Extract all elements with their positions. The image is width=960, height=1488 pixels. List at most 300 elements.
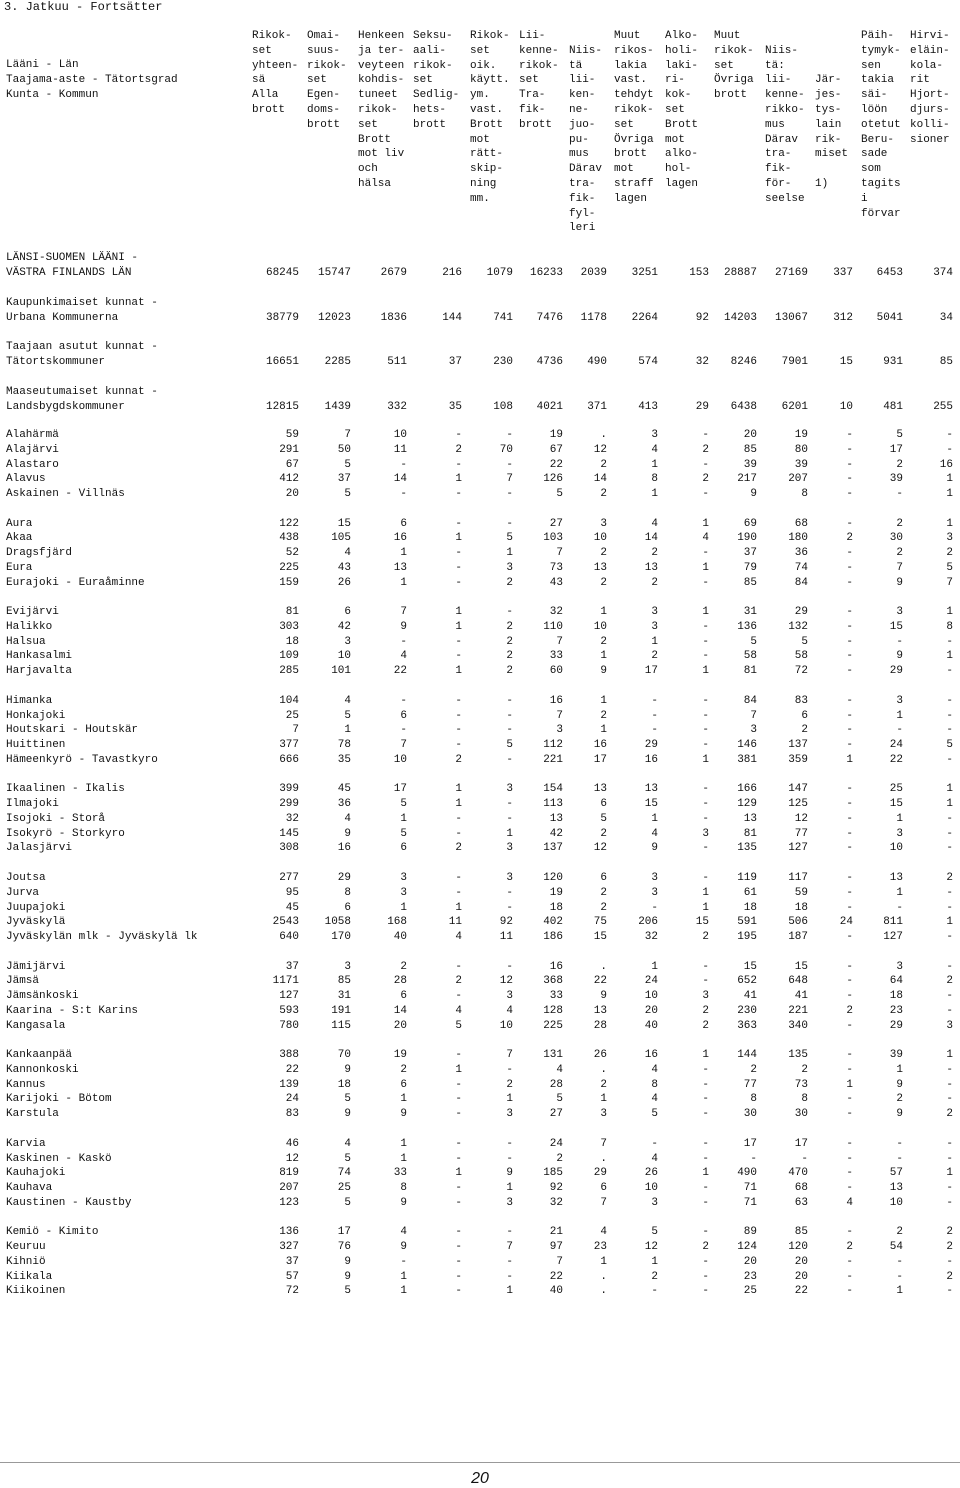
cell-value: 15	[794, 960, 808, 973]
cell-value: -	[506, 1063, 513, 1076]
cell-value: 1	[344, 724, 351, 737]
cell-value: 5	[946, 561, 953, 574]
table-row	[0, 1063, 960, 1078]
cell-value: 9	[506, 1167, 513, 1180]
cell-value: 42	[549, 827, 563, 840]
cell-value: -	[846, 576, 853, 589]
cell-value: -	[846, 975, 853, 988]
cell-value: 2	[506, 576, 513, 589]
municipality-name: Juupajoki	[6, 901, 66, 914]
cell-value: 1	[946, 783, 953, 796]
cell-value: 780	[279, 1019, 299, 1032]
cell-value: -	[455, 1152, 462, 1165]
cell-value: 13	[889, 872, 903, 884]
cell-value: 3	[651, 1196, 658, 1209]
cell-value: 8	[946, 620, 953, 633]
cell-value: 2	[896, 1093, 903, 1106]
cell-value: 2	[600, 458, 607, 471]
cell-value: -	[846, 960, 853, 973]
footer-rule	[0, 1462, 960, 1463]
municipality-name: Ikaalinen - Ikalis	[6, 783, 125, 796]
cell-value: -	[702, 1063, 709, 1076]
cell-value: 3	[506, 872, 513, 884]
cell-value: 6	[600, 798, 607, 811]
cell-value: 12	[285, 1152, 299, 1165]
cell-value: 144	[737, 1049, 757, 1062]
cell-value: -	[455, 724, 462, 737]
cell-value: 7	[400, 606, 407, 619]
cell-value: -	[702, 872, 709, 884]
municipality-name: Jurva	[6, 886, 40, 899]
column-header: Niis- tä lii- ken- ne- juo- pu- mus Därav tra- fik- fyl- leri	[569, 44, 603, 235]
cell-value: 92	[695, 311, 709, 324]
cell-value: -	[455, 1078, 462, 1091]
cell-value: 15	[889, 798, 903, 811]
cell-value: -	[506, 694, 513, 707]
cell-value: -	[846, 620, 853, 633]
cell-value: 2	[896, 458, 903, 471]
municipality-name: Keuruu	[6, 1241, 46, 1254]
cell-value: 225	[543, 1019, 563, 1032]
cell-value: 13067	[774, 311, 808, 324]
cell-value: 22	[393, 665, 407, 678]
cell-value: 1	[455, 798, 462, 811]
cell-value: 1	[506, 1285, 513, 1298]
cell-value: -	[455, 1049, 462, 1062]
cell-value: 147	[788, 783, 808, 796]
cell-value: -	[702, 1270, 709, 1283]
cell-value: 41	[794, 990, 808, 1003]
cell-value: 72	[285, 1285, 299, 1298]
cell-value: 180	[788, 532, 808, 545]
table-row	[0, 1181, 960, 1196]
cell-value: -	[455, 960, 462, 973]
table-row	[0, 1255, 960, 1270]
table-row	[0, 989, 960, 1004]
cell-value: -	[846, 1226, 853, 1239]
municipality-name: Eurajoki - Euraåminne	[6, 576, 145, 589]
cell-value: 5	[651, 1226, 658, 1239]
cell-value: 3	[896, 827, 903, 840]
table-row	[0, 1196, 960, 1211]
cell-value: -	[946, 709, 953, 722]
cell-value: 2543	[272, 916, 299, 929]
cell-value: 9	[344, 827, 351, 840]
cell-value: -	[455, 1226, 462, 1239]
cell-value: .	[600, 1270, 607, 1283]
cell-value: 135	[737, 842, 757, 855]
cell-value: -	[946, 812, 953, 825]
table-row	[0, 546, 960, 561]
cell-value: 22	[549, 1270, 563, 1283]
cell-value: 35	[337, 753, 351, 766]
municipality-name: Kannus	[6, 1078, 46, 1091]
cell-value: 9	[400, 1108, 407, 1121]
cell-value: 50	[337, 443, 351, 456]
cell-value: 17	[644, 665, 658, 678]
cell-value: 2	[946, 1270, 953, 1283]
cell-value: 6201	[781, 400, 808, 413]
cell-value: 108	[493, 400, 513, 413]
cell-value: 1	[702, 665, 709, 678]
cell-value: -	[846, 1137, 853, 1150]
cell-value: -	[455, 990, 462, 1003]
group-row	[0, 355, 960, 370]
cell-value: 57	[889, 1167, 903, 1180]
cell-value: 2	[600, 547, 607, 560]
table-row	[0, 901, 960, 916]
cell-value: 39	[889, 1049, 903, 1062]
cell-value: 30	[794, 1108, 808, 1121]
cell-value: 2	[702, 1004, 709, 1017]
cell-value: 2	[506, 635, 513, 648]
cell-value: 11	[448, 916, 462, 929]
municipality-name: Jämsänkoski	[6, 990, 79, 1003]
cell-value: 19	[549, 429, 563, 441]
municipality-name: Kaustinen - Kaustby	[6, 1196, 132, 1209]
cell-value: 10	[889, 1196, 903, 1209]
cell-value: 68	[794, 517, 808, 530]
cell-value: 13	[593, 783, 607, 796]
cell-value: 92	[549, 1182, 563, 1195]
cell-value: -	[846, 739, 853, 752]
cell-value: 124	[737, 1241, 757, 1254]
cell-value: 4	[600, 1226, 607, 1239]
table-row	[0, 930, 960, 945]
cell-value: 6453	[876, 266, 903, 279]
cell-value: -	[455, 1270, 462, 1283]
cell-value: 4	[702, 532, 709, 545]
cell-value: -	[846, 443, 853, 456]
cell-value: 3251	[631, 266, 658, 279]
cell-value: 18	[337, 1078, 351, 1091]
cell-value: 2	[946, 547, 953, 560]
cell-value: 18	[794, 901, 808, 914]
cell-value: -	[946, 635, 953, 648]
cell-value: 14	[393, 473, 407, 486]
table-row	[0, 635, 960, 650]
cell-value: 68245	[265, 266, 299, 279]
cell-value: 20	[794, 1270, 808, 1283]
cell-value: 9	[600, 990, 607, 1003]
municipality-name: Kaskinen - Kaskö	[6, 1152, 112, 1165]
cell-value: -	[946, 1137, 953, 1150]
cell-value: 5	[556, 488, 563, 500]
cell-value: 6438	[730, 400, 757, 413]
cell-value: 122	[279, 517, 299, 530]
cell-value: 4	[651, 517, 658, 530]
table-row	[0, 1092, 960, 1107]
cell-value: 85	[743, 576, 757, 589]
cell-value: 9	[400, 1196, 407, 1209]
cell-value: -	[506, 488, 513, 500]
cell-value: 70	[499, 443, 513, 456]
cell-value: 15	[743, 960, 757, 973]
cell-value: 57	[285, 1270, 299, 1283]
cell-value: 3	[651, 606, 658, 619]
cell-value: 1	[946, 798, 953, 811]
cell-value: 38779	[265, 311, 299, 324]
cell-value: -	[702, 1182, 709, 1195]
table-row	[0, 871, 960, 886]
cell-value: 2	[896, 1226, 903, 1239]
cell-value: 73	[794, 1078, 808, 1091]
cell-value: .	[600, 960, 607, 973]
cell-value: 6	[344, 606, 351, 619]
group-label: LÄNSI-SUOMEN LÄÄNI - VÄSTRA FINLANDS LÄN	[6, 252, 139, 279]
cell-value: 80	[794, 443, 808, 456]
cell-value: 16651	[265, 355, 299, 368]
cell-value: 3	[400, 886, 407, 899]
cell-value: -	[846, 1270, 853, 1283]
cell-value: 2	[946, 1226, 953, 1239]
cell-value: 72	[794, 665, 808, 678]
cell-value: 97	[549, 1241, 563, 1254]
cell-value: -	[946, 1063, 953, 1076]
cell-value: 7	[506, 1241, 513, 1254]
cell-value: 6	[801, 709, 808, 722]
cell-value: 1	[702, 517, 709, 530]
cell-value: -	[702, 1093, 709, 1106]
cell-value: 221	[788, 1004, 808, 1017]
cell-value: 146	[737, 739, 757, 752]
cell-value: -	[946, 990, 953, 1003]
cell-value: 67	[285, 458, 299, 471]
cell-value: 12	[593, 443, 607, 456]
table-row	[0, 561, 960, 576]
cell-value: 2	[702, 1019, 709, 1032]
cell-value: 25	[889, 783, 903, 796]
cell-value: -	[455, 635, 462, 648]
table-row	[0, 709, 960, 724]
cell-value: 7	[506, 1049, 513, 1062]
cell-value: 381	[737, 753, 757, 766]
cell-value: 10	[337, 650, 351, 663]
cell-value: 187	[788, 931, 808, 943]
municipality-name: Jalasjärvi	[6, 842, 73, 855]
cell-value: 126	[543, 473, 563, 486]
cell-value: 27	[549, 517, 563, 530]
group-label: Kaupunkimaiset kunnat - Urbana Kommunerna	[6, 297, 158, 324]
table-row	[0, 664, 960, 679]
cell-value: 15	[593, 931, 607, 943]
cell-value: 60	[549, 665, 563, 678]
cell-value: 14	[593, 473, 607, 486]
cell-value: 5	[801, 635, 808, 648]
cell-value: 2	[506, 1078, 513, 1091]
cell-value: 20	[644, 1004, 658, 1017]
cell-value: 105	[331, 532, 351, 545]
cell-value: 32	[695, 355, 709, 368]
cell-value: 2	[651, 1270, 658, 1283]
cell-value: 40	[644, 1019, 658, 1032]
cell-value: 17	[743, 1137, 757, 1150]
cell-value: 29	[889, 1019, 903, 1032]
column-header: Niis- tä: lii- kenne- rikko- mus Därav tra- fik- för- seelse	[765, 44, 805, 205]
column-header: Lii- kenne- rikok- set Tra- fik- brott	[519, 30, 559, 131]
cell-value: 92	[499, 916, 513, 929]
cell-value: 2	[702, 443, 709, 456]
cell-value: 168	[387, 916, 407, 929]
municipality-name: Askainen - Villnäs	[6, 488, 125, 500]
cell-value: 1	[946, 916, 953, 929]
cell-value: 10	[644, 990, 658, 1003]
cell-value: 45	[337, 783, 351, 796]
cell-value: 2	[946, 1241, 953, 1254]
cell-value: 5	[455, 1019, 462, 1032]
cell-value: 1	[600, 606, 607, 619]
cell-value: 83	[285, 1108, 299, 1121]
cell-value: 1	[506, 1093, 513, 1106]
cell-value: 29	[794, 606, 808, 619]
cell-value: 17	[889, 443, 903, 456]
cell-value: 2	[600, 635, 607, 648]
cell-value: 3	[896, 960, 903, 973]
cell-value: 2	[600, 709, 607, 722]
cell-value: 4736	[536, 355, 563, 368]
cell-value: 1	[896, 709, 903, 722]
cell-value: 103	[543, 532, 563, 545]
cell-value: 1171	[272, 975, 299, 988]
municipality-name: Houtskari - Houtskär	[6, 724, 139, 737]
municipality-name: Aura	[6, 517, 33, 530]
column-header: Hirvi- eläin- kola- rit Hjort- djurs- kolli- sioner	[910, 30, 950, 146]
cell-value: 85	[939, 355, 953, 368]
cell-value: -	[702, 1255, 709, 1268]
cell-value: 1	[946, 473, 953, 486]
cell-value: 1	[600, 694, 607, 707]
municipality-name: Jämijärvi	[6, 960, 66, 973]
cell-value: 16	[549, 694, 563, 707]
cell-value: -	[846, 872, 853, 884]
cell-value: 9	[600, 665, 607, 678]
cell-value: 3	[506, 1108, 513, 1121]
cell-value: 1	[455, 1063, 462, 1076]
cell-value: 811	[883, 916, 903, 929]
cell-value: 16	[593, 739, 607, 752]
cell-value: -	[946, 827, 953, 840]
cell-value: 1	[400, 1093, 407, 1106]
cell-value: 1	[702, 901, 709, 914]
cell-value: 4	[455, 1004, 462, 1017]
cell-value: 28	[593, 1019, 607, 1032]
cell-value: 3	[702, 827, 709, 840]
cell-value: 30	[889, 532, 903, 545]
municipality-name: Kiikoinen	[6, 1285, 66, 1298]
cell-value: -	[455, 812, 462, 825]
cell-value: 26	[644, 1167, 658, 1180]
cell-value: -	[651, 709, 658, 722]
group-row	[0, 266, 960, 281]
municipality-name: Akaa	[6, 532, 33, 545]
cell-value: -	[702, 783, 709, 796]
municipality-name: Kauhajoki	[6, 1167, 66, 1180]
municipality-name: Evijärvi	[6, 606, 59, 619]
cell-value: .	[600, 429, 607, 441]
cell-value: 13	[644, 783, 658, 796]
cell-value: 4	[651, 1063, 658, 1076]
cell-value: 73	[549, 561, 563, 574]
cell-value: -	[455, 429, 462, 441]
cell-value: 819	[279, 1167, 299, 1180]
cell-value: 14	[644, 532, 658, 545]
cell-value: 1	[946, 517, 953, 530]
cell-value: -	[846, 1255, 853, 1268]
cell-value: 20	[393, 1019, 407, 1032]
cell-value: 95	[285, 886, 299, 899]
cell-value: -	[702, 547, 709, 560]
cell-value: 36	[794, 547, 808, 560]
cell-value: -	[846, 842, 853, 855]
cell-value: 52	[285, 547, 299, 560]
cell-value: 104	[279, 694, 299, 707]
cell-value: 22	[549, 458, 563, 471]
cell-value: 6	[400, 990, 407, 1003]
municipality-name: Kangasala	[6, 1019, 66, 1032]
cell-value: -	[946, 1152, 953, 1165]
cell-value: 4	[344, 547, 351, 560]
cell-value: 9	[896, 650, 903, 663]
cell-value: 511	[387, 355, 407, 368]
cell-value: 33	[549, 650, 563, 663]
cell-value: 10	[889, 842, 903, 855]
table-row	[0, 487, 960, 502]
cell-value: 13	[593, 1004, 607, 1017]
cell-value: 119	[737, 872, 757, 884]
group-label: Maaseutumaiset kunnat - Landsbygdskommuner	[6, 386, 158, 413]
cell-value: -	[455, 1108, 462, 1121]
cell-value: 3	[896, 606, 903, 619]
cell-value: 1079	[486, 266, 513, 279]
cell-value: -	[896, 1255, 903, 1268]
cell-value: 127	[883, 931, 903, 943]
cell-value: 25	[285, 709, 299, 722]
cell-value: 112	[543, 739, 563, 752]
cell-value: -	[846, 1167, 853, 1180]
cell-value: -	[946, 1182, 953, 1195]
cell-value: 74	[794, 561, 808, 574]
cell-value: 4	[344, 1137, 351, 1150]
table-row	[0, 812, 960, 827]
cell-value: 110	[543, 620, 563, 633]
cell-value: 1836	[380, 311, 407, 324]
cell-value: -	[946, 931, 953, 943]
cell-value: -	[702, 739, 709, 752]
cell-value: -	[506, 901, 513, 914]
cell-value: 2264	[631, 311, 658, 324]
cell-value: .	[600, 1152, 607, 1165]
cell-value: -	[846, 473, 853, 486]
cell-value: 2	[506, 665, 513, 678]
cell-value: 1	[651, 635, 658, 648]
cell-value: 24	[285, 1093, 299, 1106]
cell-value: 3	[946, 1019, 953, 1032]
cell-value: 2	[600, 901, 607, 914]
cell-value: 24	[549, 1137, 563, 1150]
cell-value: 166	[737, 783, 757, 796]
cell-value: 5	[400, 798, 407, 811]
cell-value: 1	[946, 1167, 953, 1180]
table-row	[0, 797, 960, 812]
cell-value: 1	[946, 488, 953, 500]
cell-value: 85	[743, 443, 757, 456]
cell-value: 4	[651, 1093, 658, 1106]
cell-value: 59	[285, 429, 299, 441]
cell-value: 5	[651, 1108, 658, 1121]
cell-value: 413	[638, 400, 658, 413]
cell-value: 18	[549, 901, 563, 914]
cell-value: 18	[285, 635, 299, 648]
